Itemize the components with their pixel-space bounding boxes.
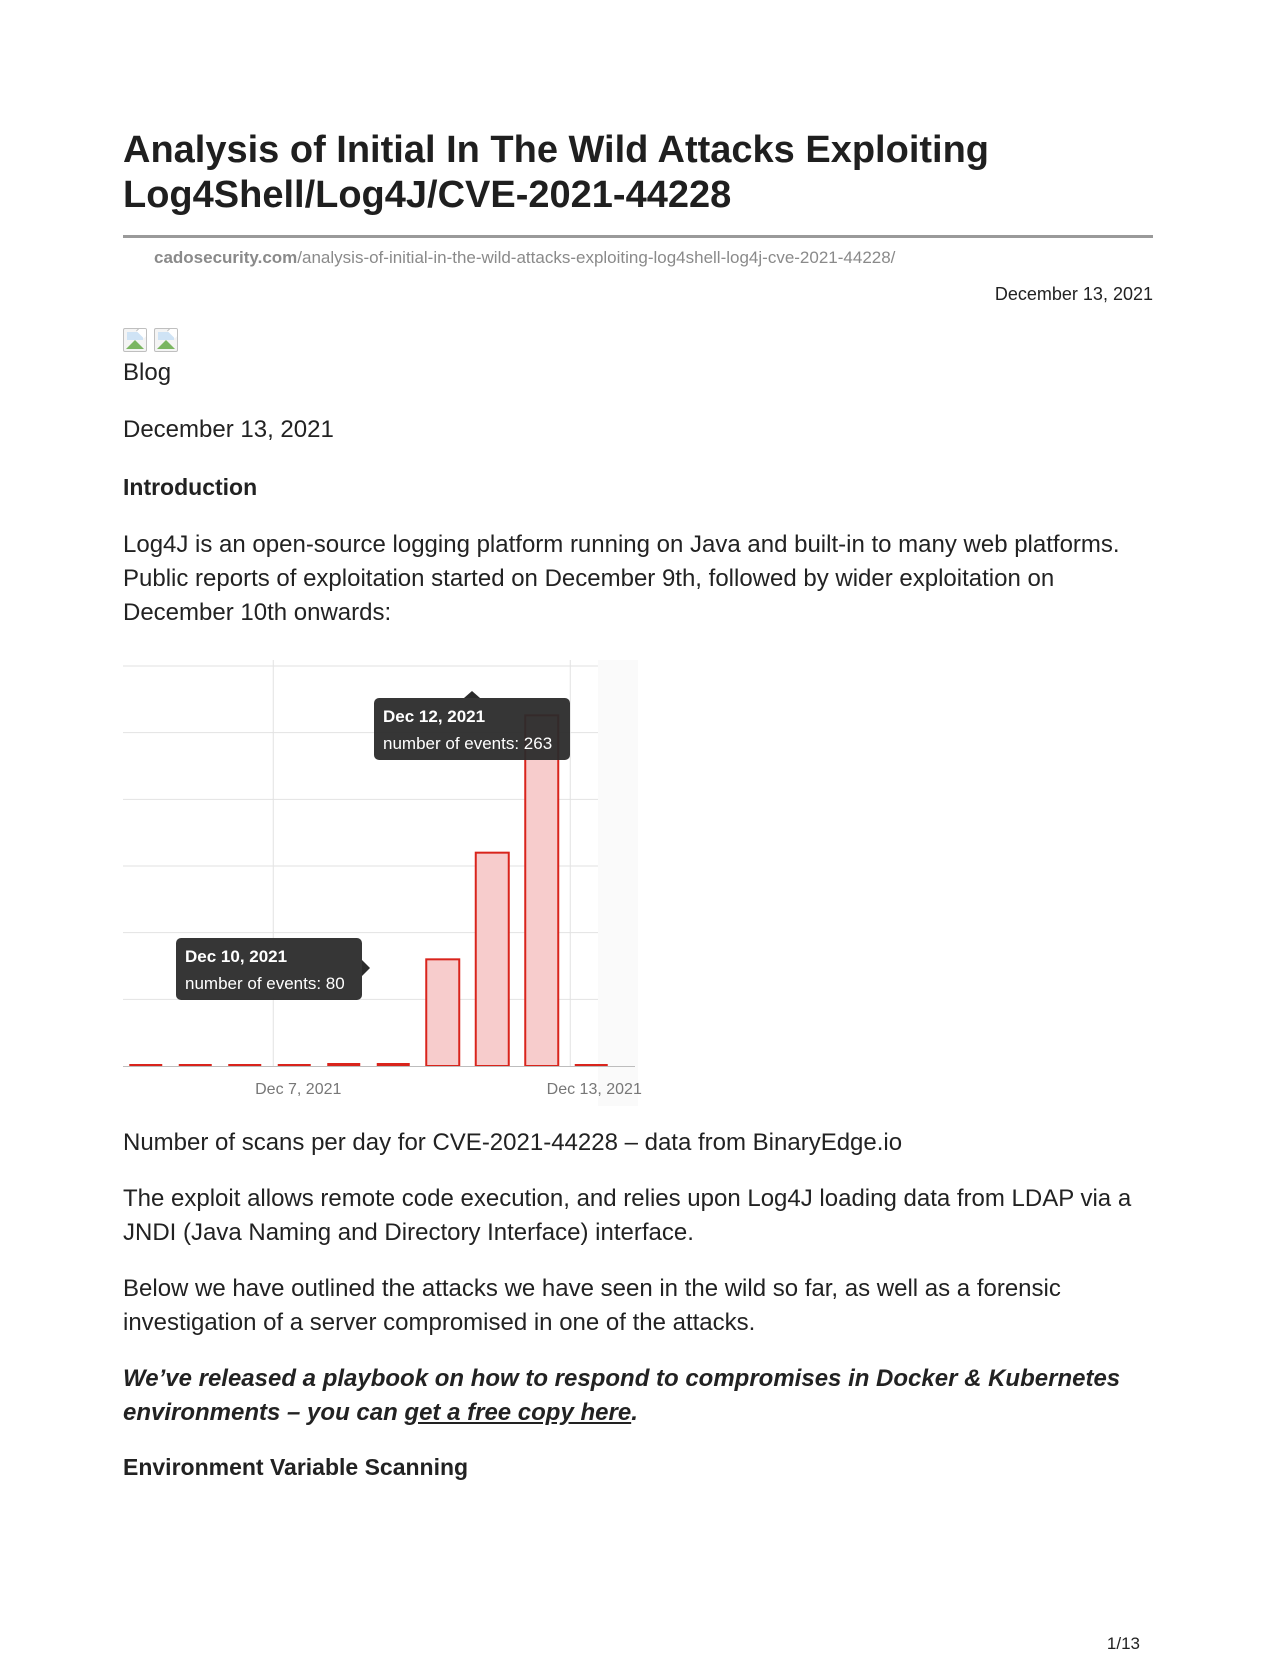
published-date-top: December 13, 2021 <box>994 284 1153 304</box>
free-copy-link[interactable]: get a free copy here <box>404 1399 632 1426</box>
chart-bar <box>525 715 558 1066</box>
source-path[interactable]: /analysis-of-initial-in-the-wild-attacks-exploiting-log4shell-log4j-cve-2021-44228/ <box>297 248 896 267</box>
chart-x-tick-label: Dec 7, 2021 <box>255 1081 342 1098</box>
promo-text: We’ve released a playbook on how to respond to compromises in Docker & Kubernetes environments – you can <box>123 1365 1121 1426</box>
chart-side-panel <box>598 660 638 1106</box>
category-label[interactable]: Blog <box>123 359 172 386</box>
chart-tooltip-text: number of events: 80 <box>185 974 345 993</box>
page-title: Analysis of Initial In The Wild Attacks Exploiting Log4Shell/Log4J/CVE-2021-44228 <box>123 129 990 216</box>
promo-end: . <box>631 1399 638 1426</box>
broken-image-icon <box>154 328 178 352</box>
promo-paragraph <box>123 1362 1153 1430</box>
chart-bar <box>327 1063 360 1066</box>
intro-paragraph: Log4J is an open-source logging platform running on Java and built-in to many web platforms. Public reports of exploitation started on December 9th, followed by wider exploitation on December 10th onwards: <box>123 531 1120 626</box>
paragraph-outline: Below we have outlined the attacks we have seen in the wild so far, as well as a forensic investigation of a server compromised in one of the attacks. <box>123 1275 1061 1336</box>
chart-tooltip-pointer <box>464 691 480 698</box>
chart-bar <box>228 1064 261 1066</box>
scans-chart <box>123 654 683 1124</box>
chart-tooltip-title: Dec 12, 2021 <box>383 707 486 726</box>
env-variable-heading: Environment Variable Scanning <box>123 1454 469 1480</box>
chart-bar <box>179 1064 212 1066</box>
image-row <box>123 328 1153 354</box>
chart-tooltip-text: number of events: 263 <box>383 734 553 753</box>
page-indicator: 1/13 <box>1106 1634 1140 1653</box>
intro-heading: Introduction <box>123 474 258 500</box>
title-divider <box>123 235 1153 238</box>
published-date: December 13, 2021 <box>123 416 334 443</box>
scans-chart-svg <box>123 654 683 1124</box>
chart-bar <box>426 959 459 1066</box>
source-domain[interactable]: cadosecurity.com <box>154 248 298 267</box>
chart-x-tick-label: Dec 13, 2021 <box>546 1081 642 1098</box>
chart-bar <box>476 853 509 1066</box>
chart-tooltip-title: Dec 10, 2021 <box>185 947 288 966</box>
chart-tooltip-pointer <box>362 960 370 976</box>
chart-bar <box>377 1063 410 1066</box>
source-url[interactable] <box>154 248 1153 268</box>
chart-bar <box>129 1064 162 1066</box>
chart-caption: Number of scans per day for CVE-2021-44228 – data from BinaryEdge.io <box>123 1129 903 1156</box>
paragraph-exploit: The exploit allows remote code execution, and relies upon Log4J loading data from LDAP via a JNDI (Java Naming and Directory Interface) interface. <box>123 1185 1132 1246</box>
chart-bar <box>575 1064 608 1066</box>
chart-bar <box>278 1064 311 1066</box>
article <box>123 128 1153 1482</box>
broken-image-icon <box>123 328 147 352</box>
